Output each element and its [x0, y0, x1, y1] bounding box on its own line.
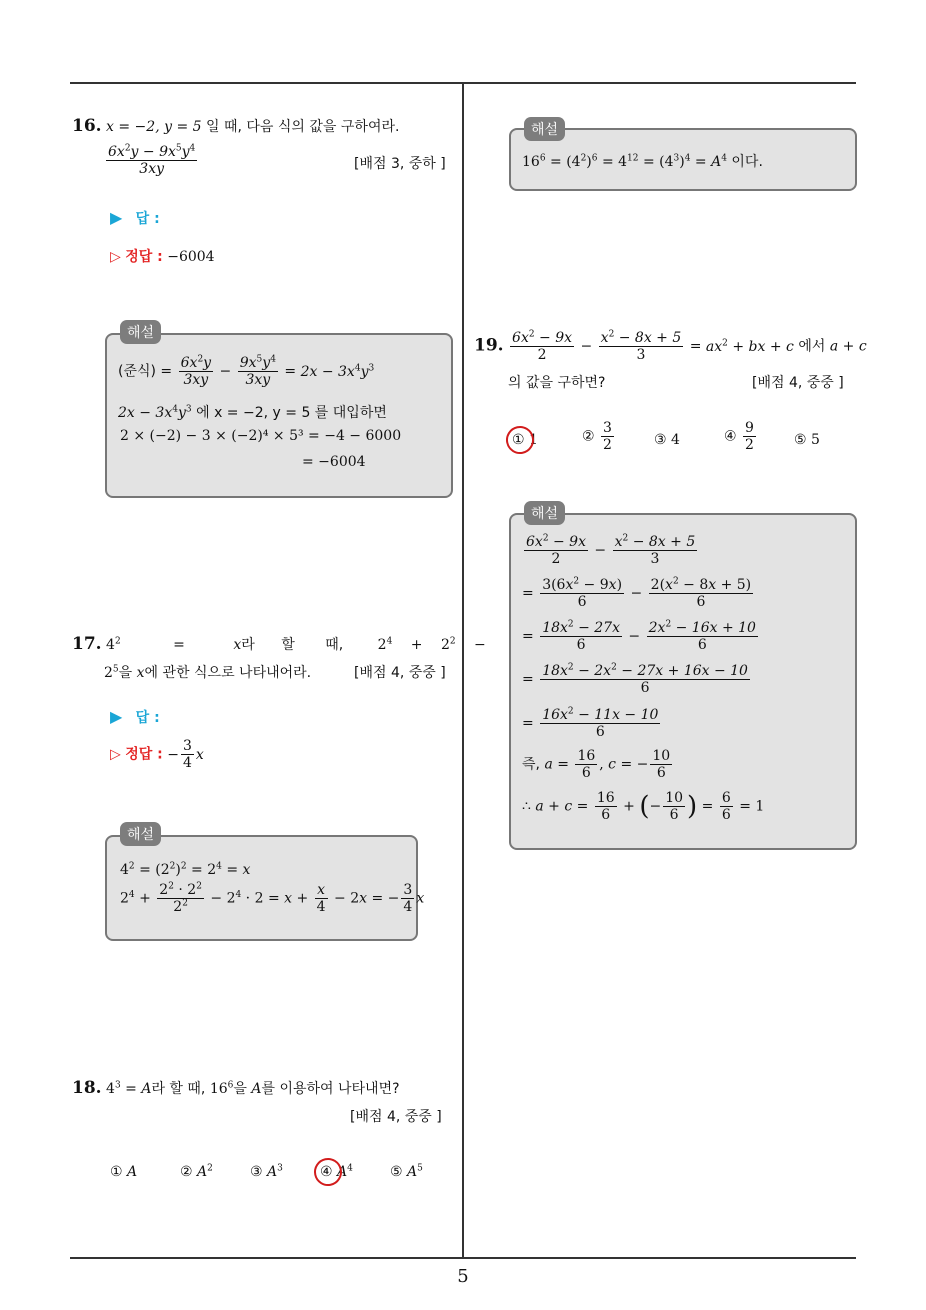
q19-explain-line4: = $\frac{18x^2 - 2x^2 - 27x + 16x - 10}{6}$	[522, 662, 748, 697]
q16-answer-row[interactable]	[110, 208, 160, 228]
q16-explain-line4: = −6004	[302, 454, 366, 470]
q16-condition: x = −2, y = 5	[106, 119, 202, 135]
q18-choice-5[interactable]: ⑤ $A^5$	[390, 1163, 423, 1180]
q17-stem-line1: 17. $4^2 = x$라 할 때, $2^4 + 2^2$ −	[72, 634, 486, 654]
q17-answer-row[interactable]	[110, 707, 160, 727]
q16-explanation-tag: 해설	[120, 320, 161, 344]
q19-choice-1[interactable]: ① 1	[512, 432, 538, 448]
q17-explain-line1: $4^2 = (2^2)^2 = 2^4 = x$	[120, 861, 251, 878]
selected-circle-mark	[503, 423, 536, 456]
q17-explanation-tag: 해설	[120, 822, 161, 846]
q16-correct-value: −6004	[167, 249, 215, 265]
q19-explain-line3: = $\frac{18x^2 - 27x}{6}$ − $\frac{2x^2 - 16x + 10}{6}$	[522, 619, 756, 654]
q17-correct-row: ▷ 정답 : − $\frac{3}{4}$ x	[110, 738, 204, 772]
q18-choice-4[interactable]: ④ $A^4$	[320, 1164, 353, 1180]
q19-stem-line1: 19. $\frac{6x^2 - 9x}{2}$ − $\frac{x^2 - 8x + 5}{3}$ = $ax^2$ + bx + c 에서 a + c	[474, 329, 867, 364]
q16-number: 16.	[72, 116, 102, 136]
q18-choice-3[interactable]: ③ $A^3$	[250, 1163, 283, 1180]
bottom-rule	[70, 1257, 856, 1259]
q16-answer-label: 답 :	[135, 211, 160, 227]
q19-explain-line5: = $\frac{16x^2 - 11x - 10}{6}$	[522, 706, 659, 741]
q16-score: [배점 3, 중하 ]	[354, 156, 446, 172]
q19-choice-5[interactable]: ⑤ 5	[794, 432, 820, 448]
q19-number: 19.	[474, 335, 504, 356]
q16-correct-row	[110, 246, 215, 266]
q17-stem-line2: $2^5$을 x에 관한 식으로 나타내어라.	[104, 664, 312, 681]
q19-choice-4[interactable]: ④ $\frac{9}{2}$	[724, 420, 754, 454]
q16-explain-line3: 2 × (−2) − 3 × (−2)⁴ × 5³ = −4 − 6000	[120, 428, 402, 444]
q17-score: [배점 4, 중중 ]	[354, 665, 446, 681]
play-triangle-icon: ▶	[110, 707, 123, 726]
q16-instruction: 일 때, 다음 식의 값을 구하여라.	[201, 119, 400, 135]
q16-correct-label: 정답 :	[125, 249, 163, 265]
q18-score: [배점 4, 중중 ]	[350, 1109, 442, 1125]
selected-circle-mark	[311, 1155, 344, 1188]
q19-explain-line6: 즉, a = $\frac{16}{6}$ , c = − $\frac{10}{6}$	[522, 748, 671, 782]
q17-correct-label: 정답 :	[125, 746, 163, 763]
q16-stem	[72, 116, 399, 136]
play-triangle-icon: ▶	[110, 208, 123, 227]
q19-score: [배점 4, 중중 ]	[752, 375, 844, 391]
q18-choice-1[interactable]: ① A	[110, 1164, 138, 1180]
outline-triangle-icon: ▷	[110, 249, 121, 265]
q17-number: 17.	[72, 634, 102, 654]
q18-explanation-tag: 해설	[524, 117, 565, 141]
q19-stem-line2: 의 값을 구하면?	[508, 375, 606, 391]
q19-explain-line2: = $\frac{3(6x^2 - 9x)}{6}$ − $\frac{2(x^2 - 8x + 5)}{6}$	[522, 576, 752, 611]
page-number: 5	[457, 1266, 469, 1287]
q16-expression: $\frac{6x^2y - 9x^5y^4}{3xy}$	[108, 143, 196, 178]
q16-explain-line2: $2x - 3x^4y^3$ 에 x = −2, y = 5 를 대입하면	[118, 404, 387, 421]
outline-triangle-icon: ▷	[110, 746, 121, 763]
q19-explain-line7: ∴ a + c = $\frac{16}{6}$ + (− $\frac{10}{6}$ ) = $\frac{6}{6}$ = 1	[522, 790, 765, 824]
q18-stem: 18. $4^3 = A$라 할 때, $16^6$을 A를 이용하여 나타내면?	[72, 1078, 400, 1098]
q17-answer-label: 답 :	[135, 710, 160, 726]
q18-choice-2[interactable]: ② $A^2$	[180, 1163, 213, 1180]
q18-number: 18.	[72, 1078, 102, 1098]
q19-explanation-tag: 해설	[524, 501, 565, 525]
q17-explain-line2: $2^4$ + $\frac{2^2 \cdot 2^2}{2^2}$ − $2^4 \cdot 2 = x$ + $\frac{x}{4}$ − 2x = − $\frac{3}{4}$ x	[120, 881, 425, 916]
q19-choice-2[interactable]: ② $\frac{3}{2}$	[582, 420, 612, 454]
q19-explain-line1: $\frac{6x^2 - 9x}{2}$ − $\frac{x^2 - 8x + 5}{3}$	[526, 533, 696, 568]
q16-explain-line1: (준식) = $\frac{6x^2y}{3xy}$ − $\frac{9x^5y^4}{3xy}$ = $2x - 3x^4y^3$	[118, 354, 375, 389]
q18-explain-line1: $16^6 = (4^2)^6 = 4^{12} = (4^3)^4 = A^4$ 이다.	[522, 153, 763, 170]
column-divider	[462, 83, 464, 1258]
q19-choice-3[interactable]: ③ 4	[654, 432, 680, 448]
